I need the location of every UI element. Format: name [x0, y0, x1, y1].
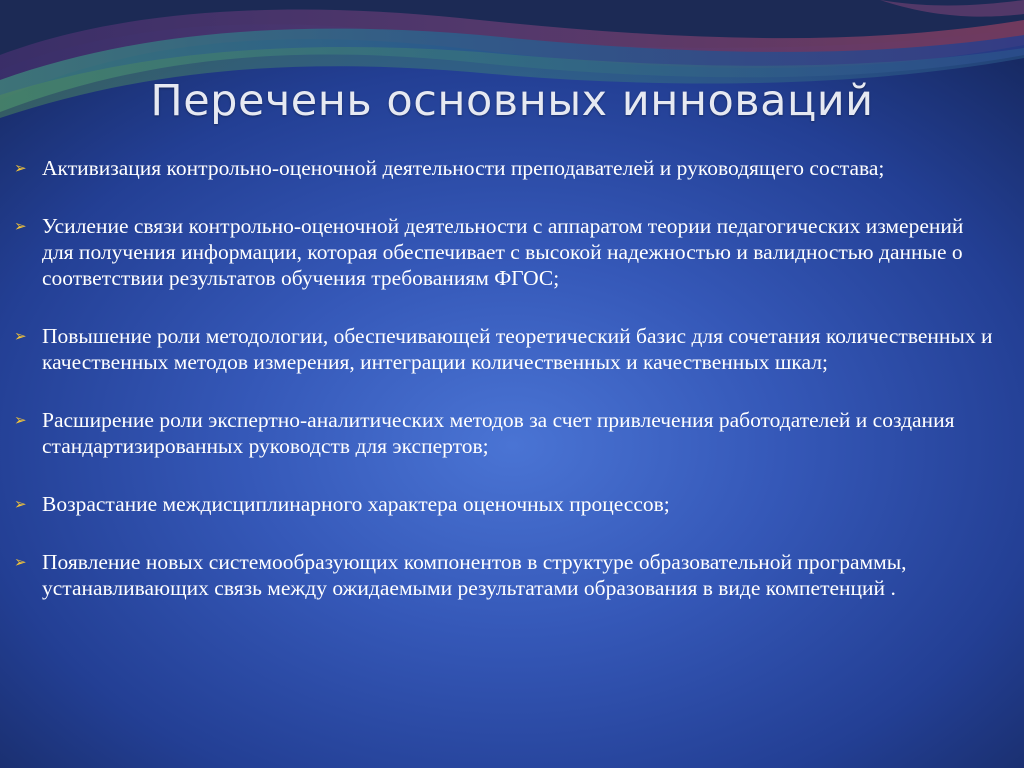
list-item-text: Появление новых системообразующих компонентов в структуре образовательной программы, устанавливающих связь между ожидаемыми результатами образования в виде компетенций .: [42, 550, 907, 600]
arrowhead-bullet-icon: ➢: [14, 411, 27, 429]
slide-title: Перечень основных инноваций: [150, 76, 874, 126]
list-item-text: Возрастание междисциплинарного характера оценочных процессов;: [42, 492, 670, 516]
innovations-list: [14, 155, 994, 601]
list-item: [14, 323, 994, 375]
list-item-text: Активизация контрольно-оценочной деятельности преподавателей и руководящего состава;: [42, 156, 885, 180]
list-item-text: Расширение роли экспертно-аналитических методов за счет привлечения работодателей и создания стандартизированных руководств для экспертов;: [42, 408, 955, 458]
list-item: [14, 155, 994, 181]
arrowhead-bullet-icon: ➢: [14, 553, 27, 571]
list-item-text: Усиление связи контрольно-оценочной деятельности с аппаратом теории педагогических измерений для получения информации, которая обеспечивает с высокой надежностью и валидностью данные о соответствии результатов обучения требованиям ФГОС;: [42, 214, 964, 290]
list-item: [14, 407, 994, 459]
arrowhead-bullet-icon: ➢: [14, 217, 27, 235]
list-item: [14, 549, 994, 601]
list-item-text: Повышение роли методологии, обеспечивающей теоретический базис для сочетания количественных и качественных методов измерения, интеграции количественных и качественных шкал;: [42, 324, 993, 374]
arrowhead-bullet-icon: ➢: [14, 159, 27, 177]
arrowhead-bullet-icon: ➢: [14, 327, 27, 345]
list-item: [14, 213, 994, 291]
arrowhead-bullet-icon: ➢: [14, 495, 27, 513]
list-item: [14, 491, 994, 517]
